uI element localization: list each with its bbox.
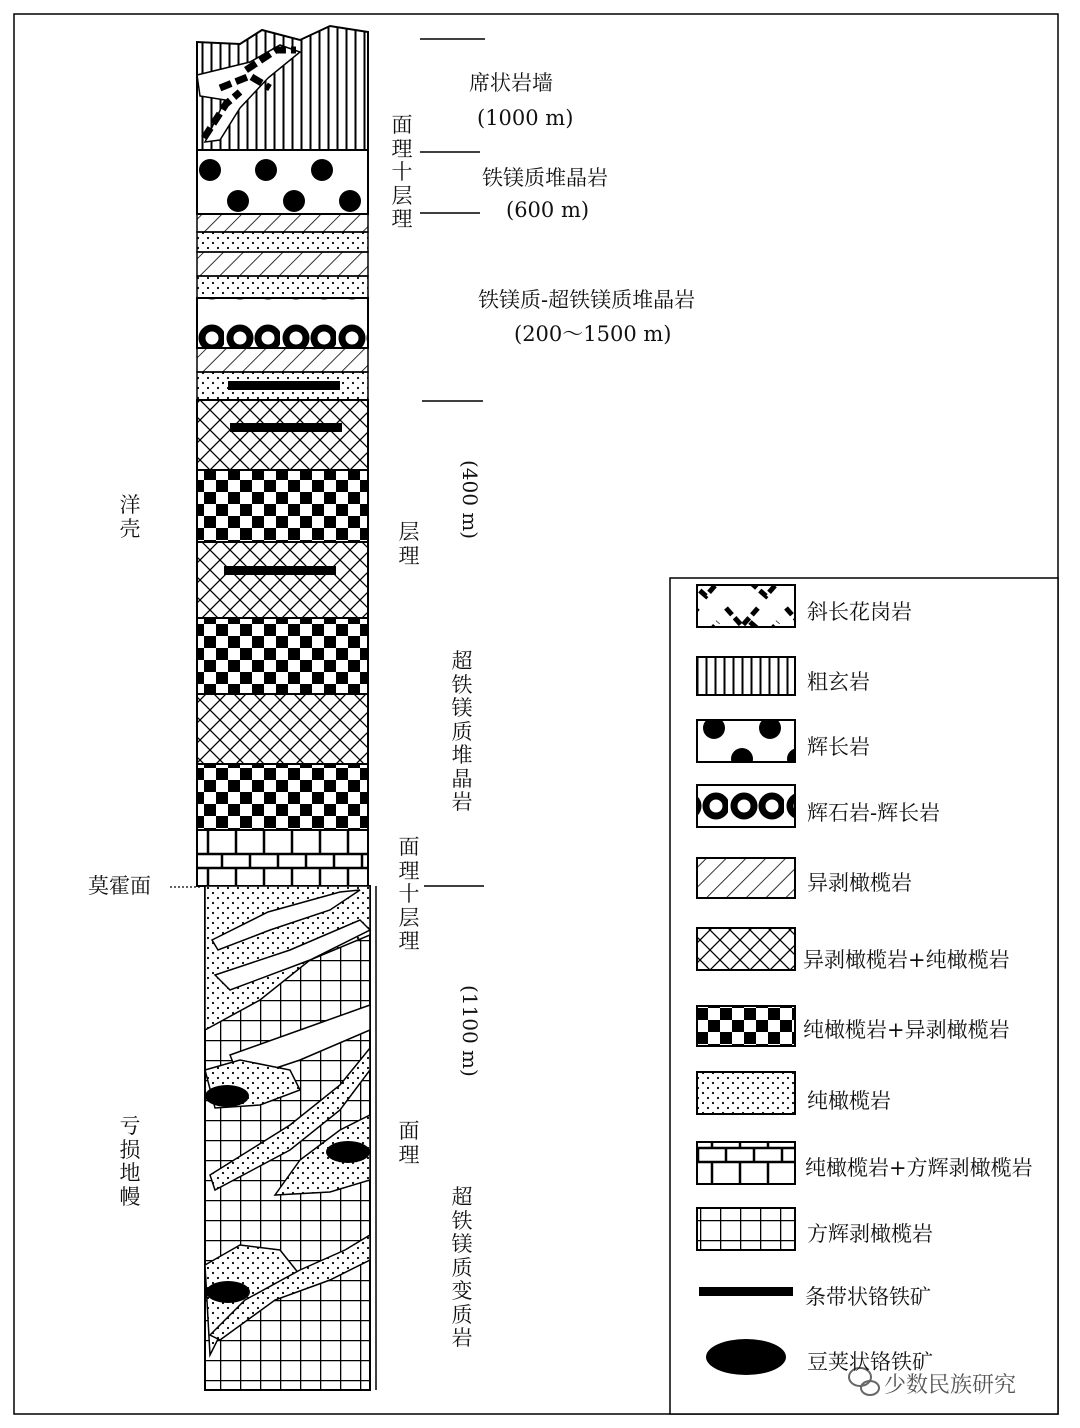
label-ultramafic-cumulate: 超铁镁质堆晶岩 [451,649,473,815]
swatch-podiform-chromite [706,1339,786,1375]
legend-label-banded-chromite: 条带状铬铁矿 [805,1285,931,1309]
label-oceanic-crust: 洋壳 [119,493,141,541]
podiform-chromite-1 [205,1085,249,1107]
layer-lherz-dunite-1 [197,400,368,470]
chromite-band-2 [230,423,342,432]
label-foliation: 面理 [398,1119,420,1167]
label-ultramafic-metamorphic-thickness: (1100 m) [458,985,482,1077]
label-mafic-cumulate-thickness: (600 m) [506,198,590,222]
label-mafic-ultramafic: 铁镁质-超铁镁质堆晶岩 [478,288,696,312]
swatch-plagiogranite [697,585,795,627]
layer-lherz-dunite-2 [197,542,368,618]
swatch-dunite [697,1072,795,1114]
legend-label-dunite: 纯橄榄岩 [807,1089,891,1113]
layer-lherzolite-3 [197,348,368,372]
layer-dunite-harz [197,830,368,886]
swatch-pyroxenite-gabbro [697,785,795,827]
layer-dunite-lherz-2 [197,618,368,694]
layer-gabbro [197,150,368,214]
legend-label-dunite-harz: 纯橄榄岩+方辉剥橄榄岩 [805,1156,1033,1180]
label-foliation-layering-2: 面理十层理 [398,835,420,954]
swatch-lherzolite [697,858,795,898]
swatch-gabbro [697,720,795,762]
layer-pyroxenite-gabbro [197,298,368,348]
swatch-dunite-lherz [697,1006,795,1046]
podiform-chromite-3 [206,1281,250,1303]
swatch-banded-chromite [699,1287,793,1296]
rock-column [197,26,370,1390]
legend-label-lherzolite: 异剥橄榄岩 [807,871,912,895]
legend-label-dunite-lherz: 纯橄榄岩+异剥橄榄岩 [803,1018,1010,1042]
podiform-chromite-2 [326,1141,370,1163]
legend-label-gabbro: 辉长岩 [807,735,870,759]
layer-lherz-dunite-3 [197,694,368,764]
label-moho: 莫霍面 [88,874,151,898]
label-ultramafic-cumulate-thickness: (400 m) [458,460,482,540]
swatch-diabase [697,657,795,695]
chromite-band-1 [228,381,340,390]
legend-label-lherz-dunite: 异剥橄榄岩+纯橄榄岩 [803,948,1010,972]
label-mafic-ultramafic-thickness: (200～1500 m) [514,322,672,346]
layer-dunite-lherz-3 [197,764,368,830]
swatch-lherz-dunite [697,928,795,970]
label-mafic-cumulate: 铁镁质堆晶岩 [482,166,608,190]
layer-lherzolite-1 [197,214,368,232]
label-layering: 层理 [398,520,420,568]
label-ultramafic-metamorphic: 超铁镁质变质岩 [451,1185,473,1351]
layer-dunite-2 [197,276,368,298]
layer-dunite-1 [197,232,368,252]
label-sheeted-dikes: 席状岩墙 [469,71,553,95]
legend-label-pyroxenite-gabbro: 辉石岩-辉长岩 [807,801,941,825]
chromite-band-3 [224,566,336,575]
swatch-harzburgite [697,1208,795,1250]
legend-label-harzburgite: 方辉剥橄榄岩 [807,1222,933,1246]
label-foliation-layering-1: 面理十层理 [391,113,413,232]
legend-label-plagiogranite: 斜长花岗岩 [807,600,912,624]
layer-lherzolite-2 [197,252,368,276]
swatch-dunite-harz [697,1142,795,1184]
watermark: 少数民族研究 [884,1373,1017,1398]
label-depleted-mantle: 亏损地幔 [119,1114,141,1209]
legend-label-diabase: 粗玄岩 [807,670,870,694]
label-sheeted-dikes-thickness: (1000 m) [477,106,574,130]
layer-dunite-lherz-1 [197,470,368,542]
legend-label-podiform-chromite: 豆荚状铬铁矿 [807,1350,933,1374]
